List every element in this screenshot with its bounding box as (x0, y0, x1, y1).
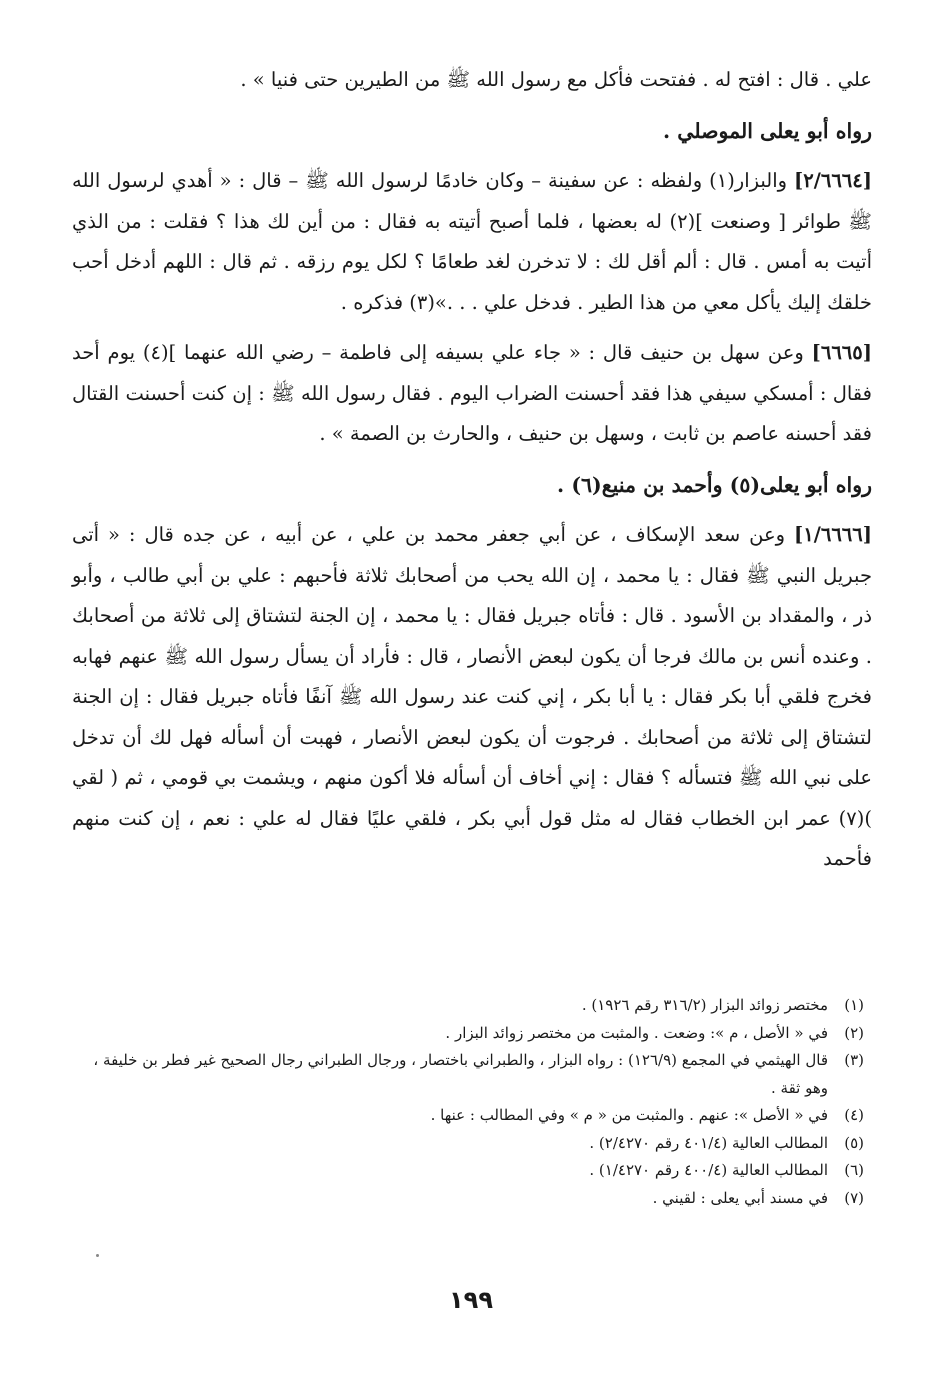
hadith-paragraph (72, 161, 872, 323)
footnote (74, 1185, 864, 1213)
source-heading (72, 111, 872, 152)
heading-text: رواه أبو يعلى(٥) وأحمد بن منيع(٦) . (557, 472, 872, 497)
hadith-number: [٢/٦٦٦٤] (794, 169, 872, 192)
footnote (74, 1020, 864, 1048)
footnote-number: (٦) (844, 1161, 864, 1179)
scan-speck (96, 1254, 99, 1257)
footnote-number: (٣) (844, 1051, 864, 1069)
hadith-paragraph (72, 333, 872, 455)
footnote-text: في مسند أبي يعلى : لقيني . (652, 1188, 828, 1207)
page-number: ١٩٩ (449, 1286, 493, 1314)
footnote-number: (٥) (844, 1133, 864, 1152)
footnote-number: (١) (844, 996, 864, 1014)
footnote-text: المطالب العالية (٤٠٠/٤ رقم ١/٤٢٧٠) . (589, 1161, 828, 1179)
footnote-text: المطالب العالية (٤٠١/٤ رقم ٢/٤٢٧٠) . (589, 1133, 828, 1152)
hadith-number: [١/٦٦٦٦] (794, 523, 872, 546)
footnote-text: قال الهيثمي في المجمع (١٢٦/٩) : رواه البزار ، والطبراني باختصار ، ورجال الطبراني رجال الصحيح غير فطر بن خليفة ، وهو ثقة . (93, 1051, 828, 1097)
footnote-text: في « الأصل ، م »: وضعت . والمثبت من مختصر زوائد البزار . (445, 1023, 828, 1042)
main-text (72, 60, 872, 880)
footnote-text: مختصر زوائد البزار (٣١٦/٢ رقم ١٩٢٦) . (581, 996, 828, 1014)
footnote-number: (٤) (844, 1106, 864, 1124)
heading-text: رواه أبو يعلى الموصلي . (662, 118, 872, 143)
footnote (74, 1047, 864, 1102)
footnote-number: (٧) (844, 1188, 864, 1207)
paragraph-text: والبزار(١) ولفظه : عن سفينة – وكان خادمًا لرسول الله ﷺ – قال : « أهدي لرسول الله ﷺ طوائر [ وصنعت ](٢) له بعضها ، فلما أصبح أتيته به فقال : من أين لك هذا ؟ فقلت : من الذي أتيت به أمس . قال : ألم أقل لك : لا تدخرن لغد طعامًا ؟ لكل يوم رزقه . ثم قال : اللهم أدخل أحب خلقك إليك يأكل معي من هذا الطير . فدخل علي . . .»(٣) فذكره . (72, 169, 872, 314)
paragraph-continuation (72, 60, 872, 101)
footnote (74, 992, 864, 1020)
footnote (74, 1102, 864, 1130)
hadith-number: [٦٦٦٥] (811, 341, 872, 364)
footnote-number: (٢) (844, 1023, 864, 1042)
hadith-paragraph (72, 515, 872, 880)
source-heading (72, 465, 872, 506)
paragraph-text: وعن سهل بن حنيف قال : « جاء علي بسيفه إلى فاطمة – رضي الله عنهما ](٤) يوم أحد فقال : أمسكي سيفي هذا فقد أحسنت الضراب اليوم . فقال رسول الله ﷺ : إن كنت أحسنت القتال فقد أحسنه عاصم بن ثابت ، وسهل بن حنيف ، والحارث بن الصمة » . (72, 341, 872, 445)
footnote (74, 1157, 864, 1185)
footnote-text: في « الأصل »: عنهم . والمثبت من « م » وفي المطالب : عنها . (430, 1106, 828, 1124)
footnote (74, 1130, 864, 1158)
paragraph-text: علي . قال : افتح له . ففتحت فأكل مع رسول الله ﷺ من الطيرين حتى فنيا » . (240, 68, 872, 91)
paragraph-text: وعن سعد الإسكاف ، عن أبي جعفر محمد بن علي ، عن أبيه ، عن جده قال : « أتى جبريل النبي ﷺ فقال : يا محمد ، إن الله يحب من أصحابك ثلاثة فأحبهم : علي بن أبي طالب ، وأبو ذر ، والمقداد بن الأسود . قال : فأتاه جبريل فقال : يا محمد ، إن الجنة لتشتاق إلى ثلاثة من أصحابك . وعنده أنس بن مالك فرجا أن يكون لبعض الأنصار ، قال : فأراد أن يسأل رسول الله ﷺ عنهم فهابه فخرج فلقي أبا بكر فقال : يا أبا بكر ، إني كنت عند رسول الله ﷺ آنفًا فأتاه جبريل فقال : إن الجنة لتشتاق إلى ثلاثة من أصحابك . فرجوت أن يكون لبعض الأنصار ، فهبت أن أسأله فهل لك أن تدخل على نبي الله ﷺ فتسأله ؟ فقال : إني أخاف أن أسأله فلا أكون منهم ، ويشمت بي قومي ، ثم ( لقي )(٧) عمر ابن الخطاب فقال له مثل قول أبي بكر ، فلقي عليًا فقال له علي : نعم ، إن كنت منهم فأحمد (72, 523, 872, 870)
footnotes (74, 992, 864, 1212)
